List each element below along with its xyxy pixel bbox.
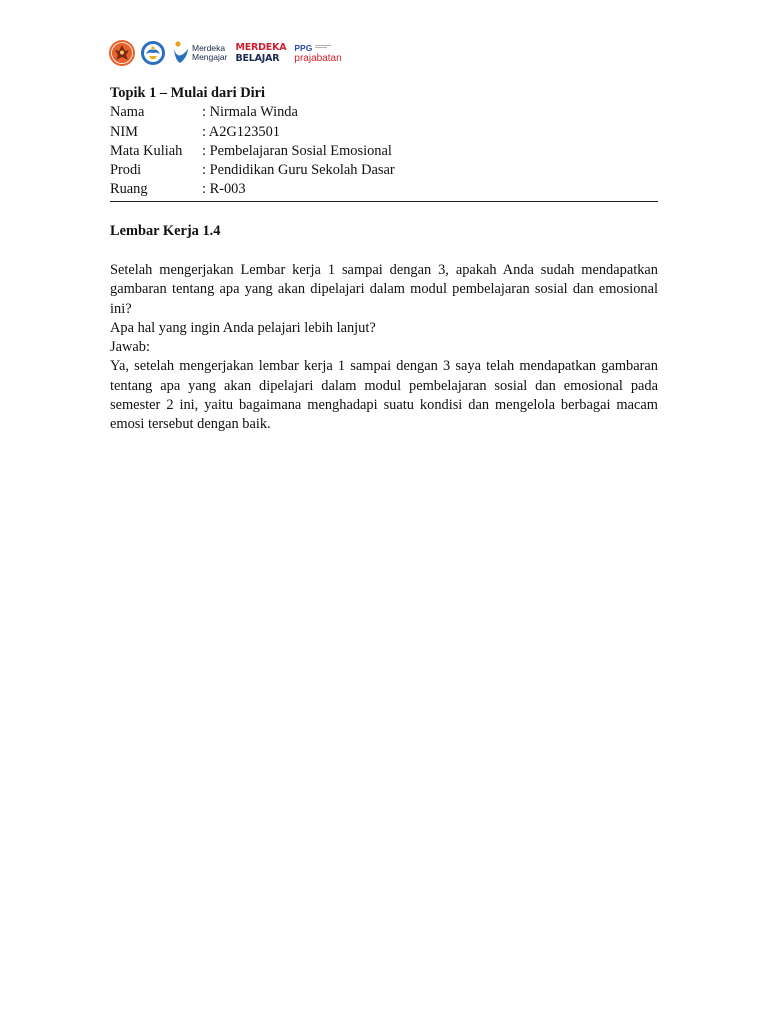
info-value: : Pembelajaran Sosial Emosional (202, 142, 392, 159)
prajabatan-label: prajabatan (294, 52, 342, 64)
info-label: Mata Kuliah (110, 142, 183, 159)
worksheet-body (110, 261, 658, 435)
answer-label: Jawab: (110, 339, 150, 356)
followup-question: Apa hal yang ingin Anda pelajari lebih lanjut? (110, 319, 376, 336)
info-row-nama (110, 103, 658, 122)
info-label: Ruang (110, 181, 148, 198)
merdeka-belajar-line1: MERDEKA (235, 42, 287, 53)
info-row-mata-kuliah (110, 142, 658, 161)
info-value: : A2G123501 (202, 123, 280, 140)
ppg-label: PPG (294, 42, 313, 53)
tut-wuri-handayani-logo (140, 40, 166, 66)
section-title: Lembar Kerja 1.4 (110, 223, 221, 239)
ppg-prajabatan-logo (294, 43, 341, 64)
header-divider (110, 201, 658, 202)
merdeka-mengajar-logo (172, 40, 227, 66)
merdeka-belajar-line2: BELAJAR (235, 53, 280, 64)
question-paragraph: Setelah mengerjakan Lembar kerja 1 sampai dengan 3, apakah Anda sudah mendapatkan gambaran tentang apa yang akan dipelajari dalam modul pembelajaran sosial dan emosional ini? (110, 262, 658, 317)
institution-seal-logo (108, 39, 136, 67)
merdeka-mengajar-line1: Merdeka (192, 43, 226, 53)
info-label: NIM (110, 123, 138, 140)
info-row-ruang (110, 180, 658, 199)
info-value: : Pendidikan Guru Sekolah Dasar (202, 162, 395, 179)
merdeka-belajar-logo (235, 42, 286, 64)
student-info-block (110, 84, 658, 200)
header-logos (108, 38, 342, 68)
info-value: : Nirmala Winda (202, 104, 298, 121)
ppg-subtext-decoration (315, 45, 333, 50)
info-value: : R-003 (202, 181, 246, 198)
info-label: Nama (110, 104, 145, 121)
info-label: Prodi (110, 162, 142, 179)
merdeka-mengajar-line2: Mengajar (192, 52, 228, 62)
page-title: Topik 1 – Mulai dari Diri (110, 85, 265, 101)
answer-paragraph: Ya, setelah mengerjakan lembar kerja 1 sampai dengan 3 saya telah mendapatkan gambaran tentang apa yang akan dipelajari dalam modul pembelajaran sosial dan emosional pada semester 2 ini, yaitu bagaimana menghadapi suatu kondisi dan mengelola berbagai macam emosi tersebut dengan baik. (110, 358, 658, 433)
info-row-nim (110, 123, 658, 142)
info-row-prodi (110, 161, 658, 180)
